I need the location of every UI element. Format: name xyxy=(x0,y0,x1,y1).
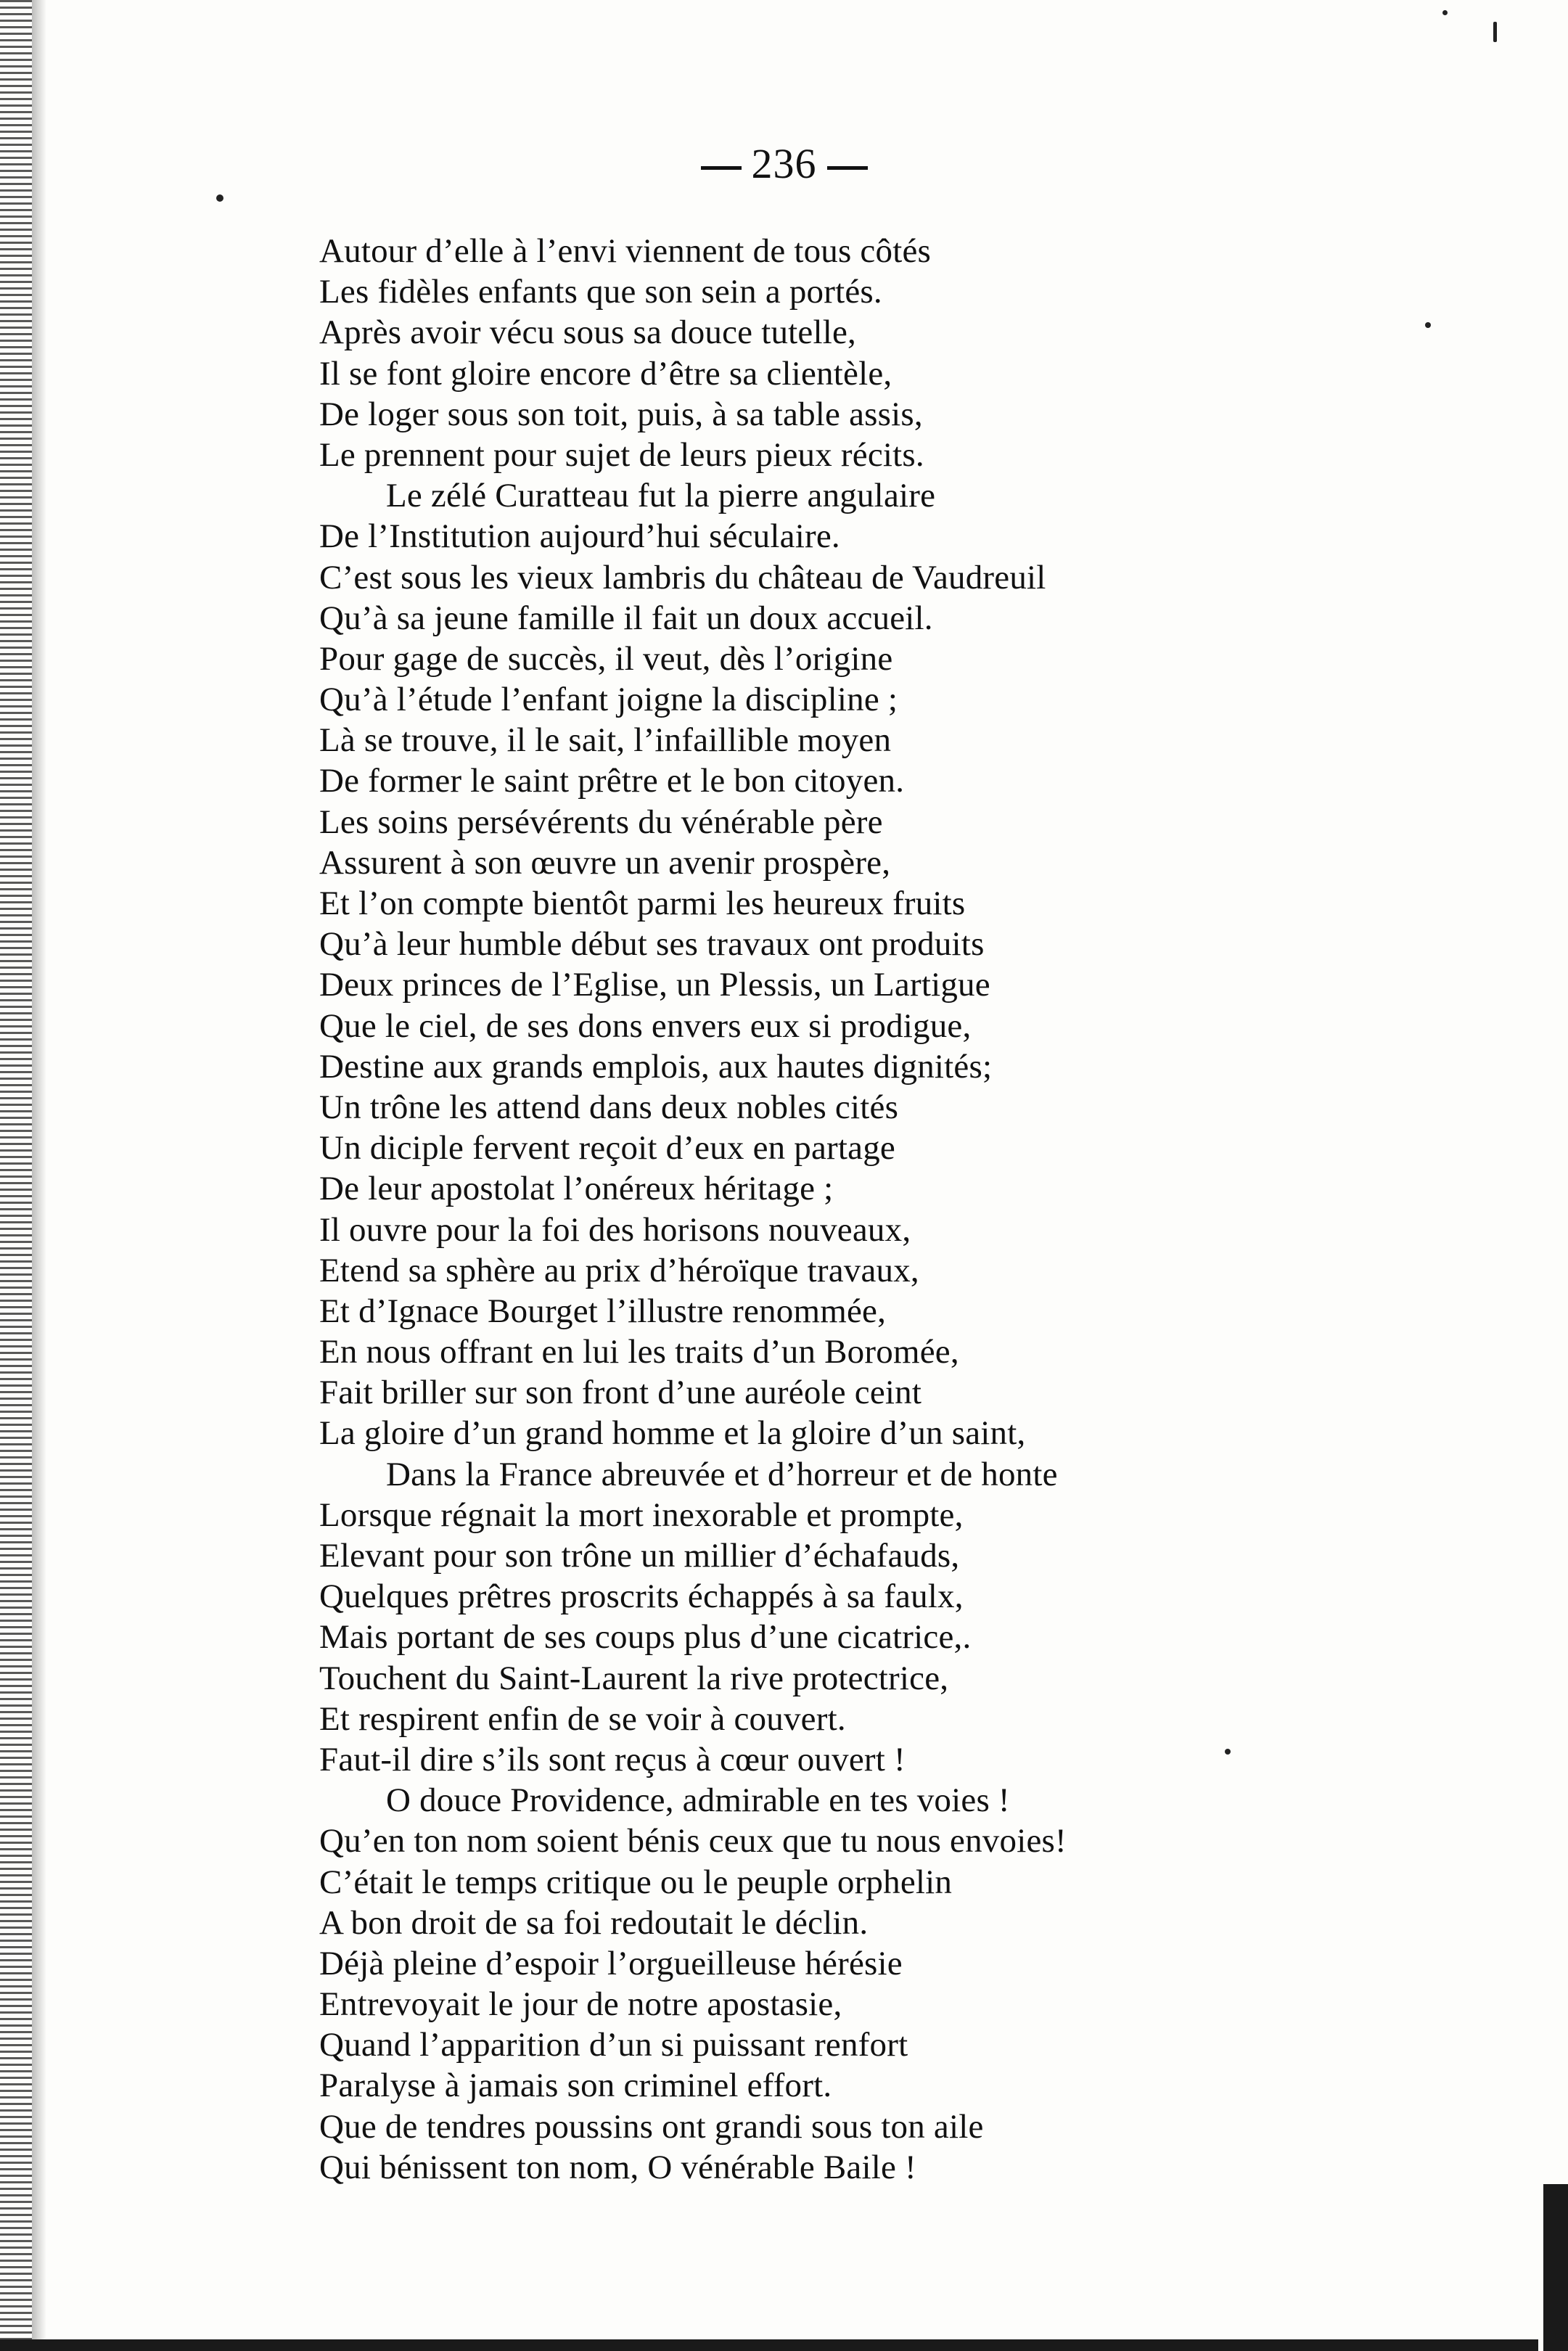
ink-speck xyxy=(1442,10,1448,15)
poem-line: Entrevoyait le jour de notre apostasie, xyxy=(319,1985,842,2024)
ink-speck xyxy=(1425,322,1431,328)
poem-line: Il se font gloire encore d’être sa clientèle, xyxy=(319,354,892,393)
poem-line: Le prennent pour sujet de leurs pieux récits. xyxy=(319,435,924,474)
poem-line: Deux princes de l’Eglise, un Plessis, un Lartigue xyxy=(319,966,990,1004)
poem-line: C’était le temps critique ou le peuple orphelin xyxy=(319,1863,953,1901)
poem-line: Là se trouve, il le sait, l’infaillible moyen xyxy=(319,721,892,760)
poem-line: Il ouvre pour la foi des horisons nouveaux, xyxy=(319,1210,911,1249)
poem-line: Dans la France abreuvée et d’horreur et de honte xyxy=(386,1455,1058,1493)
poem-line: Les fidèles enfants que son sein a portés. xyxy=(319,273,882,311)
poem-line: Qu’à l’étude l’enfant joigne la discipline ; xyxy=(319,681,898,719)
poem-line: Qu’en ton nom soient bénis ceux que tu nous envoies! xyxy=(319,1822,1067,1860)
poem-line: Pour gage de succès, il veut, dès l’origine xyxy=(319,639,893,678)
header-dash-right xyxy=(827,166,868,170)
poem-line: De l’Institution aujourd’hui séculaire. xyxy=(319,517,840,556)
poem-line: Et d’Ignace Bourget l’illustre renommée, xyxy=(319,1292,887,1330)
poem-line: Et l’on compte bientôt parmi les heureux fruits xyxy=(319,885,966,922)
poem-line: Déjà pleine d’espoir l’orgueilleuse hérésie xyxy=(319,1944,903,1982)
poem-line: Quand l’apparition d’un si puissant renfort xyxy=(319,2026,908,2064)
poem-line: Fait briller sur son front d’une auréole ceint xyxy=(319,1374,922,1412)
poem-line: Quelques prêtres proscrits échappés à sa faulx, xyxy=(319,1577,964,1616)
poem-line: De leur apostolat l’onéreux héritage ; xyxy=(319,1170,834,1208)
bottom-edge-rule xyxy=(0,2339,1538,2351)
poem-line: Destine aux grands emplois, aux hautes dignités; xyxy=(319,1047,993,1086)
poem-line: Paralyse à jamais son criminel effort. xyxy=(319,2067,832,2105)
right-corner-shadow xyxy=(1543,2184,1568,2351)
poem-line: La gloire d’un grand homme et la gloire d’un saint, xyxy=(319,1414,1026,1453)
poem-line: Après avoir vécu sous sa douce tutelle, xyxy=(319,313,856,352)
poem-text xyxy=(319,231,1553,2188)
poem-line: Un trône les attend dans deux nobles cités xyxy=(319,1088,899,1126)
poem-line: Lorsque régnait la mort inexorable et prompte, xyxy=(319,1495,964,1534)
poem-line: Qu’à sa jeune famille il fait un doux accueil. xyxy=(319,599,933,637)
poem-line: Etend sa sphère au prix d’héroïque travaux, xyxy=(319,1251,919,1289)
poem-line: Que de tendres poussins ont grandi sous ton aile xyxy=(319,2107,984,2146)
poem-line: Qui bénissent ton nom, O vénérable Baile ! xyxy=(319,2148,916,2186)
poem-line: Un diciple fervent reçoit d’eux en partage xyxy=(319,1129,895,1168)
poem-line: Et respirent enfin de se voir à couvert. xyxy=(319,1699,846,1738)
poem-line: De loger sous son toit, puis, à sa table assis, xyxy=(319,395,923,433)
ink-speck xyxy=(1225,1749,1231,1755)
poem-line: Elevant pour son trône un millier d’échafauds, xyxy=(319,1537,960,1575)
poem-line: Le zélé Curatteau fut la pierre angulaire xyxy=(386,477,936,515)
poem-line: Autour d’elle à l’envi viennent de tous côtés xyxy=(319,232,931,270)
poem-line: Que le ciel, de ses dons envers eux si prodigue, xyxy=(319,1006,972,1045)
poem-line: Assurent à son œuvre un avenir prospère, xyxy=(319,843,891,882)
poem-line: De former le saint prêtre et le bon citoyen. xyxy=(319,762,905,800)
page-number: 236 xyxy=(751,140,817,187)
page-number-header xyxy=(0,139,1568,188)
poem-line: Touchent du Saint-Laurent la rive protectrice, xyxy=(319,1659,949,1697)
ink-speck xyxy=(216,194,223,202)
binding-shadow xyxy=(32,0,46,2351)
poem-line: Faut-il dire s’ils sont reçus à cœur ouvert ! xyxy=(319,1740,906,1778)
poem-line: En nous offrant en lui les traits d’un Boromée, xyxy=(319,1333,959,1371)
binding-edge xyxy=(0,0,32,2351)
poem-line: O douce Providence, admirable en tes voies ! xyxy=(386,1781,1010,1820)
poem-line: A bon droit de sa foi redoutait le déclin. xyxy=(319,1903,869,1942)
poem-line: Les soins persévérents du vénérable père xyxy=(319,803,883,841)
poem-line: Qu’à leur humble début ses travaux ont produits xyxy=(319,925,985,964)
poem-line: Mais portant de ses coups plus d’une cicatrice,. xyxy=(319,1618,972,1657)
ink-speck xyxy=(1493,22,1497,42)
header-dash-left xyxy=(701,166,742,170)
poem-line: C’est sous les vieux lambris du château de Vaudreuil xyxy=(319,558,1046,596)
